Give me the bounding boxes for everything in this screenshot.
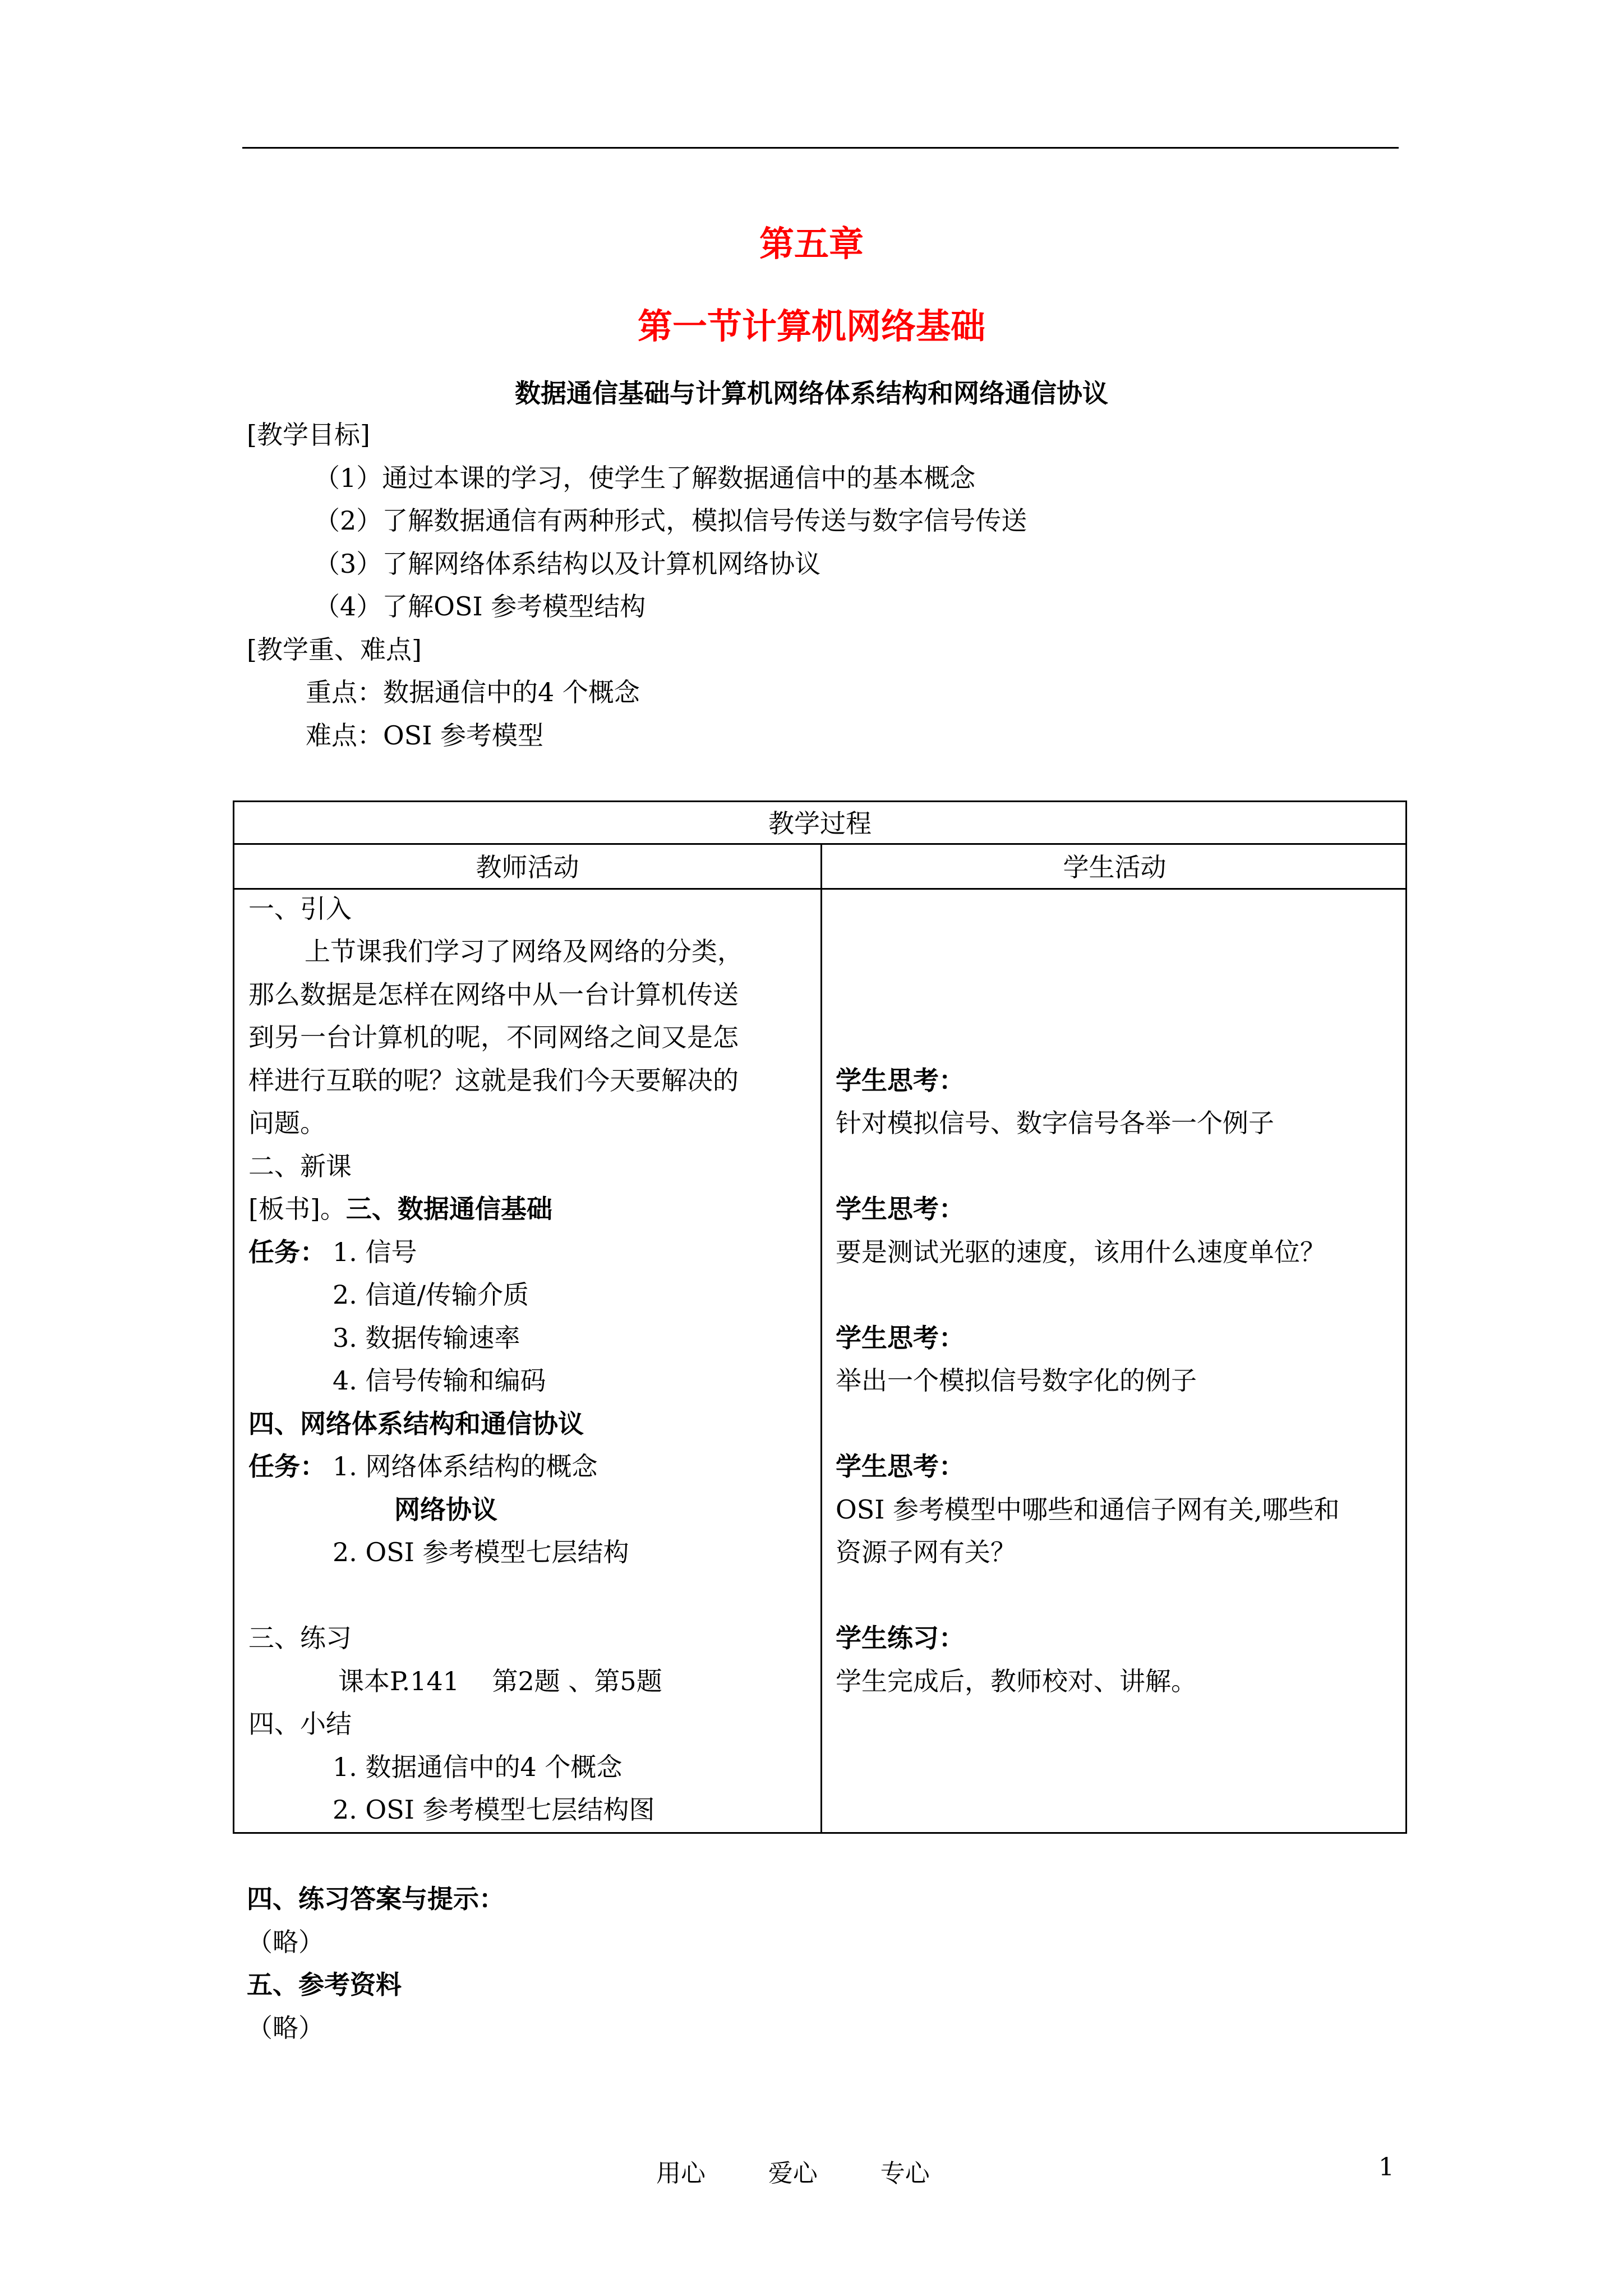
table-title: 教学过程 <box>234 802 1405 845</box>
task2-subitem: 网络协议 <box>394 1494 497 1525</box>
difficult-point: 难点：OSI 参考模型 <box>306 720 544 751</box>
references-heading: 五、参考资料 <box>247 1970 402 2000</box>
page-number: 1 <box>1378 2153 1394 2182</box>
table-header-row <box>234 845 1405 890</box>
board-prefix: [板书]。 <box>248 1194 346 1224</box>
task-label: 任务： <box>248 1237 326 1267</box>
key-point: 重点：数据通信中的4 个概念 <box>306 677 640 707</box>
column-divider <box>820 845 822 1832</box>
student-think-label: 学生思考： <box>836 1065 965 1096</box>
key-points-heading: [教学重、难点] <box>247 634 422 665</box>
practice-assignment: 课本P.141 第2题 、第5题 <box>338 1666 662 1696</box>
student-think-label: 学生思考： <box>836 1194 965 1224</box>
student-practice-text: 学生完成后，教师校对、讲解。 <box>836 1666 1197 1696</box>
task-item: 1. 信号 <box>333 1237 417 1267</box>
summary-item: 1. 数据通信中的4 个概念 <box>333 1752 623 1782</box>
new-lesson-heading: 二、新课 <box>248 1151 352 1181</box>
answers-text: （略） <box>247 1927 324 1957</box>
student-think-text: 资源子网有关？ <box>836 1537 1016 1567</box>
teacher-column-header: 教师活动 <box>476 852 579 882</box>
intro-line: 到另一台计算机的呢，不同网络之间又是怎 <box>248 1022 739 1052</box>
task2-label: 任务： <box>248 1451 326 1481</box>
practice-heading: 三、练习 <box>248 1623 352 1653</box>
task2-item: 1. 网络体系结构的概念 <box>333 1451 598 1481</box>
objectives-heading: [教学目标] <box>247 420 370 450</box>
intro-line: 上节课我们学习了网络及网络的分类， <box>305 936 743 967</box>
student-think-label: 学生思考： <box>836 1451 965 1481</box>
teaching-process-table <box>233 800 1407 1834</box>
answers-heading: 四、练习答案与提示： <box>247 1884 505 1914</box>
task2-item: 2. OSI 参考模型七层结构 <box>333 1537 629 1567</box>
intro-line: 那么数据是怎样在网络中从一台计算机传送 <box>248 979 739 1010</box>
intro-line: 问题。 <box>248 1108 326 1138</box>
section-title: 第一节计算机网络基础 <box>637 306 985 347</box>
student-think-text: 要是测试光驱的速度，该用什么速度单位？ <box>836 1237 1326 1267</box>
references-text: （略） <box>247 2013 324 2043</box>
student-think-text: 举出一个模拟信号数字化的例子 <box>836 1365 1197 1396</box>
section4-heading: 四、网络体系结构和通信协议 <box>248 1409 584 1439</box>
student-think-text: OSI 参考模型中哪些和通信子网有关,哪些和 <box>836 1494 1340 1525</box>
task-item: 2. 信道/传输介质 <box>333 1280 529 1310</box>
task-item: 3. 数据传输速率 <box>333 1323 520 1353</box>
objective-item: （4）了解OSI 参考模型结构 <box>314 591 646 622</box>
footer-motto: 用心 爱心 专心 <box>656 2159 930 2188</box>
student-practice-label: 学生练习： <box>836 1623 965 1653</box>
chapter-title: 第五章 <box>759 223 864 264</box>
student-column-header: 学生活动 <box>1063 852 1166 882</box>
objective-item: （2）了解数据通信有两种形式，模拟信号传送与数字信号传送 <box>314 505 1027 536</box>
board-topic: 三、数据通信基础 <box>345 1194 552 1224</box>
student-think-text: 针对模拟信号、数字信号各举一个例子 <box>836 1108 1274 1138</box>
objective-item: （1）通过本课的学习，使学生了解数据通信中的基本概念 <box>314 463 976 493</box>
student-think-label: 学生思考： <box>836 1323 965 1353</box>
intro-heading: 一、引入 <box>248 894 352 924</box>
summary-heading: 四、小结 <box>248 1709 352 1739</box>
intro-line: 样进行互联的呢？这就是我们今天要解决的 <box>248 1065 739 1096</box>
task-item: 4. 信号传输和编码 <box>333 1365 546 1396</box>
objective-item: （3）了解网络体系结构以及计算机网络协议 <box>314 549 821 579</box>
summary-item: 2. OSI 参考模型七层结构图 <box>333 1795 655 1825</box>
board-note <box>248 1192 552 1226</box>
header-rule <box>242 147 1399 149</box>
lesson-subtitle: 数据通信基础与计算机网络体系结构和网络通信协议 <box>515 378 1108 408</box>
